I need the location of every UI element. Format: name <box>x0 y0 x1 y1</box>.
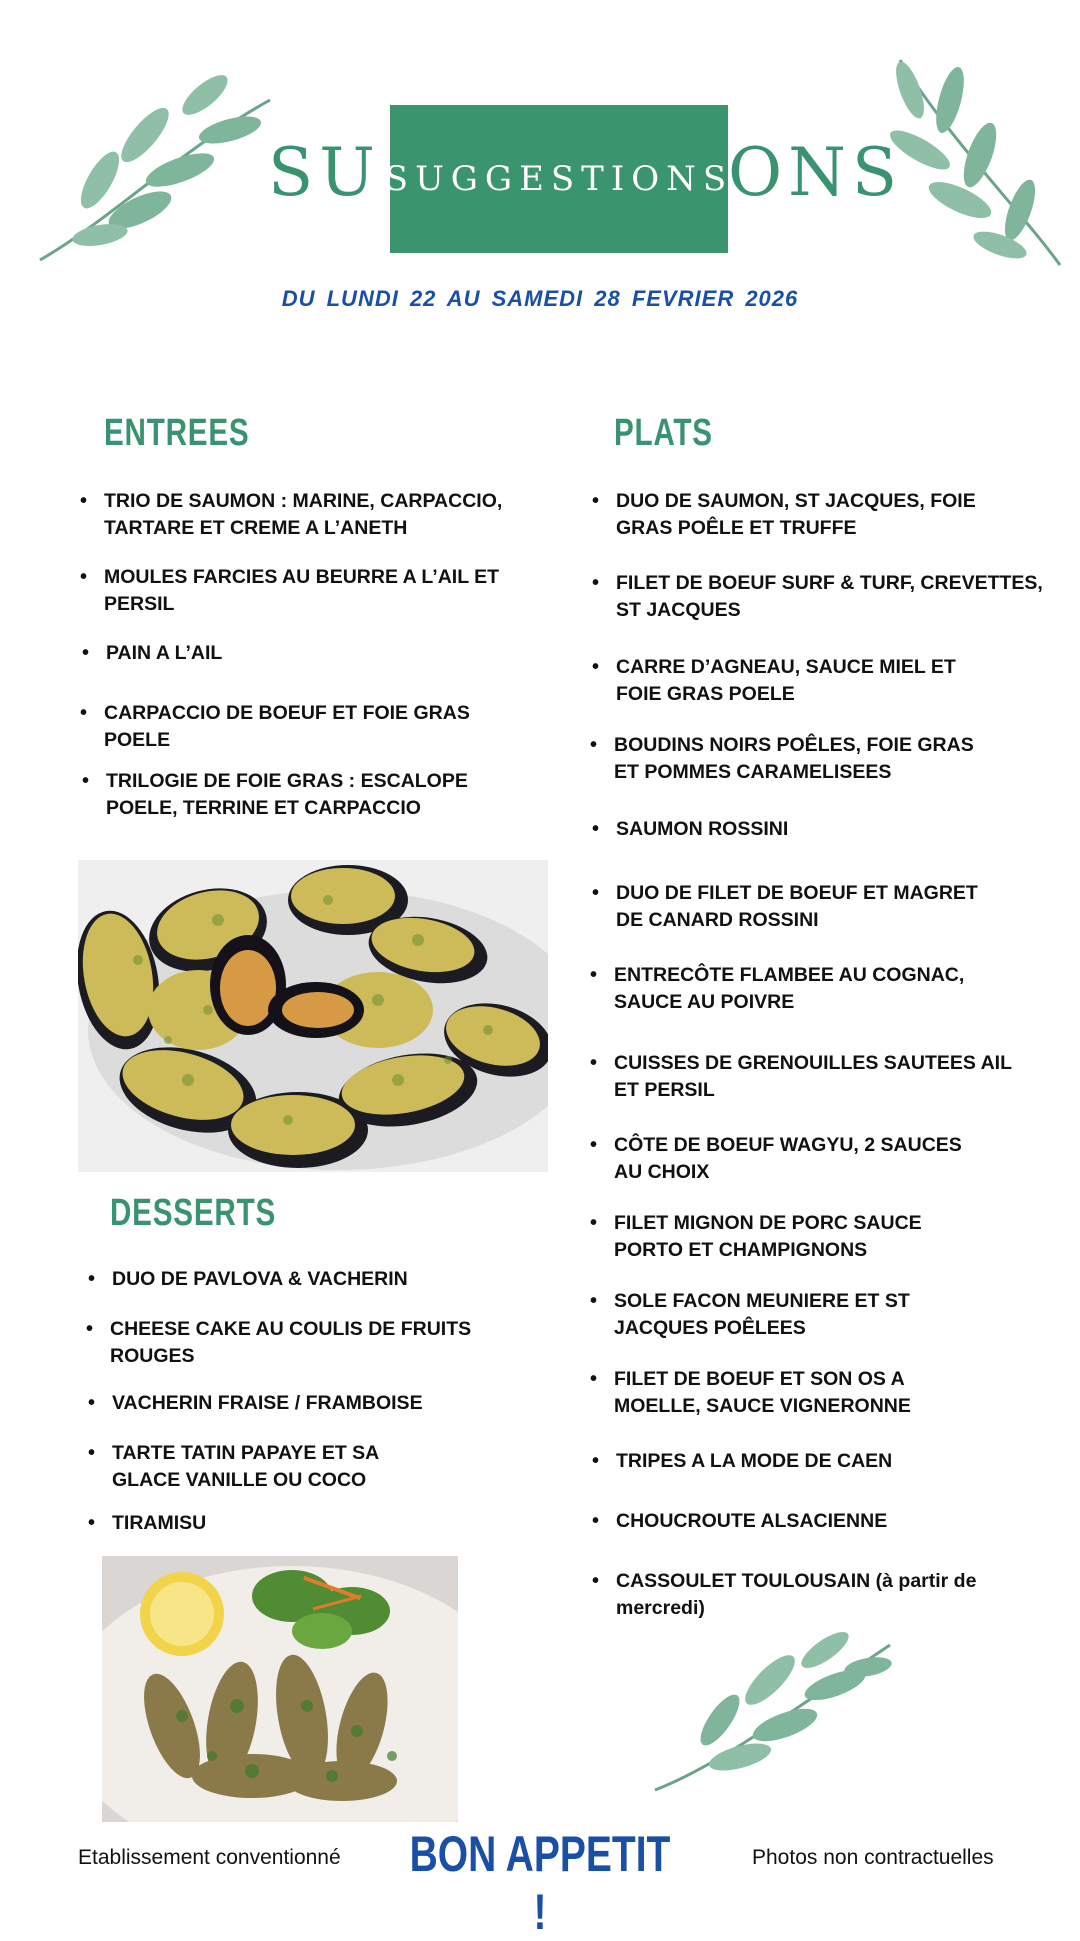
list-item: • TRILOGIE DE FOIE GRAS : ESCALOPE POELE, TERRINE ET CARPACCIO <box>82 768 468 822</box>
list-item: • TARTE TATIN PAPAYE ET SA GLACE VANILLE OU COCO <box>88 1440 379 1494</box>
title-box <box>384 105 734 253</box>
title-fragment-right: ONS <box>728 134 904 211</box>
title-fragment-left: SU <box>268 134 381 211</box>
list-item: • CASSOULET TOULOUSAIN (à partir de mercredi) <box>592 1568 976 1622</box>
mussels-photo <box>78 860 548 1172</box>
list-item: • FILET DE BOEUF SURF & TURF, CREVETTES, ST JACQUES <box>592 570 1043 624</box>
footer-note-left: Etablissement conventionné <box>78 1846 341 1869</box>
list-item: • DUO DE FILET DE BOEUF ET MAGRET DE CANARD ROSSINI <box>592 880 978 934</box>
list-item: • FILET MIGNON DE PORC SAUCE PORTO ET CHAMPIGNONS <box>590 1210 922 1264</box>
list-item: • CARRE D’AGNEAU, SAUCE MIEL ET FOIE GRAS POELE <box>592 654 956 708</box>
list-item: • DUO DE SAUMON, ST JACQUES, FOIE GRAS POÊLE ET TRUFFE <box>592 488 976 542</box>
list-item: • CUISSES DE GRENOUILLES SAUTEES AIL ET PERSIL <box>590 1050 1012 1104</box>
list-item: • FILET DE BOEUF ET SON OS A MOELLE, SAUCE VIGNERONNE <box>590 1366 911 1420</box>
section-title-desserts: DESSERTS <box>110 1192 277 1234</box>
frog-legs-photo <box>102 1556 458 1822</box>
list-item: • VACHERIN FRAISE / FRAMBOISE <box>88 1390 423 1417</box>
list-item: • DUO DE PAVLOVA & VACHERIN <box>88 1266 408 1293</box>
date-range: DU LUNDI 22 AU SAMEDI 28 FEVRIER 2026 <box>281 286 799 311</box>
list-item: • TRIPES A LA MODE DE CAEN <box>592 1448 892 1475</box>
list-item: • CARPACCIO DE BOEUF ET FOIE GRAS POELE <box>80 700 470 754</box>
list-item: • SAUMON ROSSINI <box>592 816 788 843</box>
list-item: • BOUDINS NOIRS POÊLES, FOIE GRAS ET POMMES CARAMELISEES <box>590 732 974 786</box>
list-item: • CHOUCROUTE ALSACIENNE <box>592 1508 887 1535</box>
list-item: • SOLE FACON MEUNIERE ET ST JACQUES POÊLEES <box>590 1288 910 1342</box>
section-title-entrees: ENTREES <box>104 412 250 454</box>
list-item: • CÔTE DE BOEUF WAGYU, 2 SAUCES AU CHOIX <box>590 1132 962 1186</box>
list-item: • MOULES FARCIES AU BEURRE A L’AIL ET PERSIL <box>80 564 499 618</box>
list-item: • PAIN A L’AIL <box>82 640 222 667</box>
page-title: SUGGESTIONS <box>384 159 734 199</box>
leaf-branch-icon <box>30 60 280 270</box>
leaf-branch-icon <box>650 1625 900 1795</box>
list-item: • TIRAMISU <box>88 1510 206 1537</box>
section-title-plats: PLATS <box>614 412 713 454</box>
list-item: • TRIO DE SAUMON : MARINE, CARPACCIO, TARTARE ET CREME A L’ANETH <box>80 488 502 542</box>
footer-note-right: Photos non contractuelles <box>752 1846 994 1869</box>
bon-appetit: BON APPETIT ! <box>409 1826 671 1940</box>
list-item: • ENTRECÔTE FLAMBEE AU COGNAC, SAUCE AU POIVRE <box>590 962 964 1016</box>
list-item: • CHEESE CAKE AU COULIS DE FRUITS ROUGES <box>86 1316 471 1370</box>
